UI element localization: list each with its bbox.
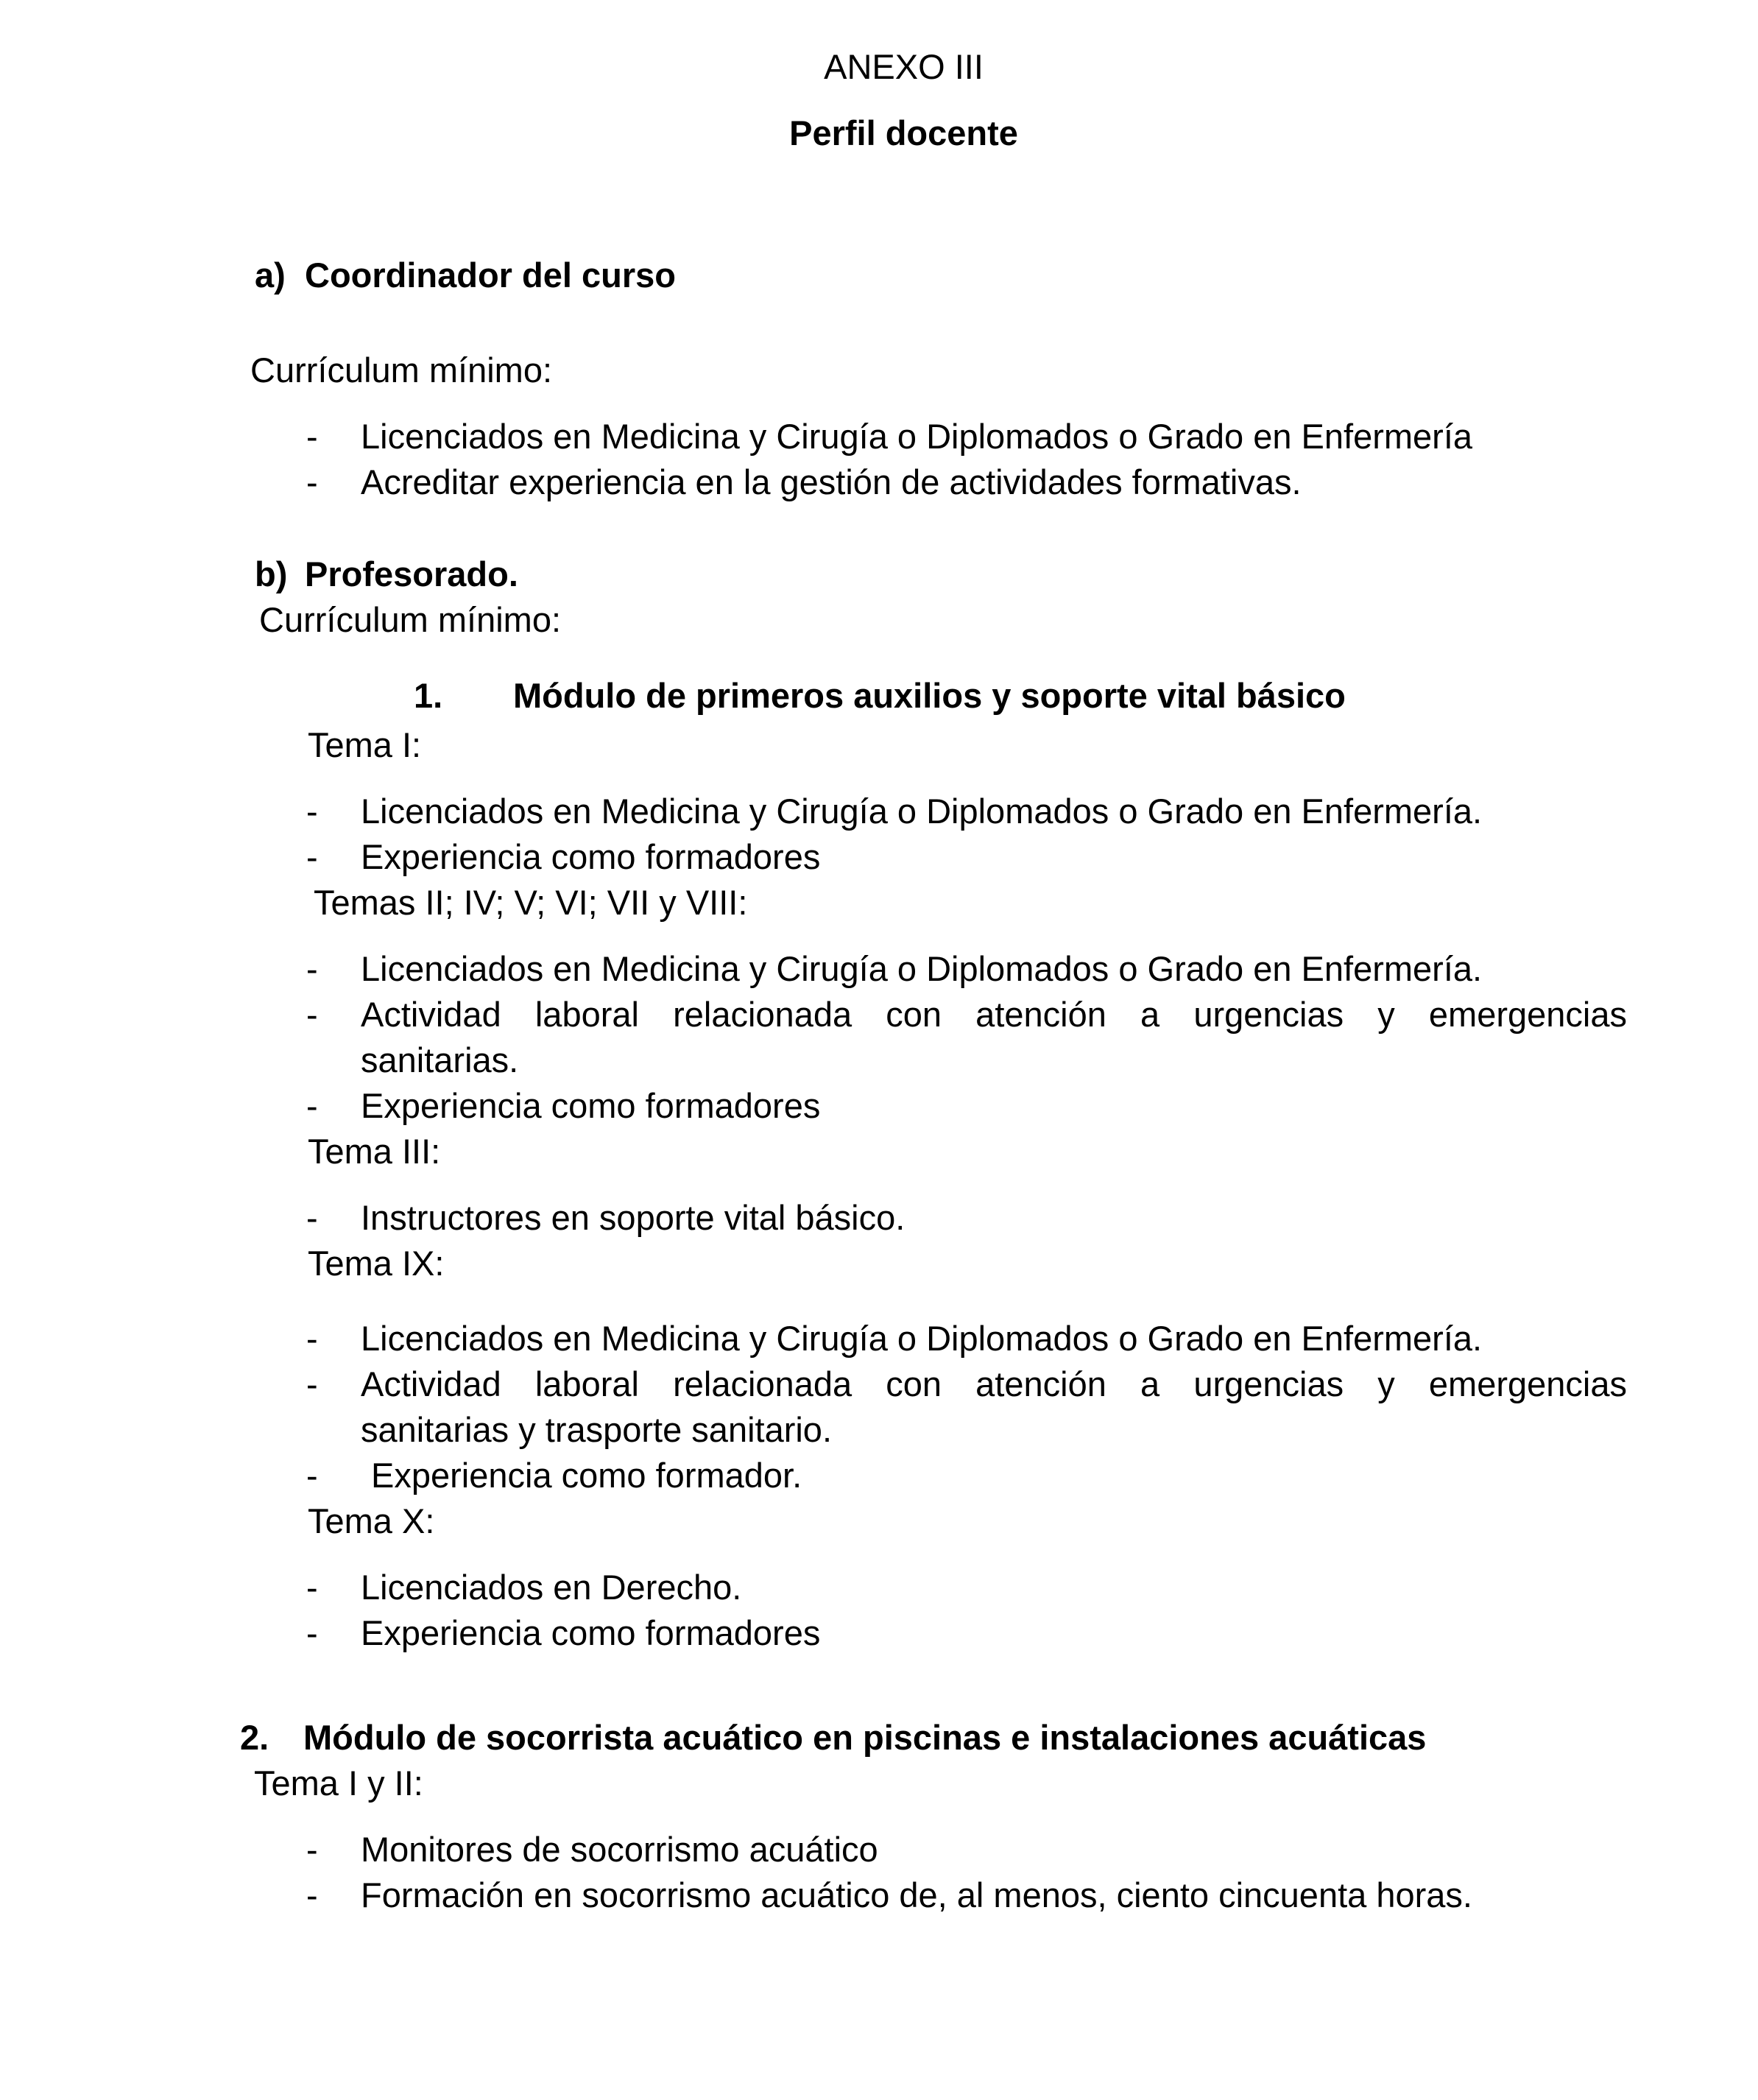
tema-label-3: Tema III: [308, 1132, 441, 1171]
section-b-heading-text: Profesorado. [305, 554, 518, 593]
bullet-text: Formación en socorrismo acuático de, al menos, ciento cincuenta horas. [361, 1875, 1472, 1914]
section-b-heading [250, 552, 1627, 597]
bullet-dash: - [306, 792, 318, 831]
bullet-item [250, 1827, 1627, 1872]
bullet-item [250, 1195, 1627, 1241]
bullet-text: Licenciados en Derecho. [361, 1568, 742, 1607]
module-1-number: 1. [414, 676, 443, 715]
bullet-text-line2: sanitarias y trasporte sanitario. [361, 1410, 833, 1449]
page-subtitle: Perfil docente [789, 113, 1018, 152]
bullet-item [250, 414, 1627, 459]
bullet-text: Acreditar experiencia en la gestión de actividades formativas. [361, 462, 1302, 501]
bullet-dash: - [306, 837, 318, 876]
bullet-dash: - [306, 1568, 318, 1607]
bullet-text-line2: sanitarias. [361, 1040, 519, 1079]
bullet-dash: - [306, 1198, 318, 1237]
bullet-dash: - [306, 1456, 318, 1495]
tema-label-1-2: Tema I y II: [254, 1763, 423, 1803]
bullet-dash: - [306, 1319, 318, 1358]
tema-label-10: Tema X: [308, 1501, 435, 1540]
bullet-item [250, 1565, 1627, 1610]
module-1-heading-text: Módulo de primeros auxilios y soporte vital básico [513, 676, 1346, 715]
bullet-text-line1: Actividad laboral relacionada con atención a urgencias y emergencias [361, 995, 1627, 1034]
module-2-heading-text: Módulo de socorrista acuático en piscinas e instalaciones acuáticas [303, 1718, 1427, 1757]
bullet-item [250, 789, 1627, 834]
tema-label-9: Tema IX: [308, 1244, 445, 1283]
bullet-item [250, 992, 1627, 1083]
bullet-text-line1: Actividad laboral relacionada con atención a urgencias y emergencias [361, 1364, 1627, 1403]
bullet-dash: - [306, 1086, 318, 1125]
section-a-heading-text: Coordinador del curso [305, 256, 676, 295]
bullet-text: Licenciados en Medicina y Cirugía o Diplomados o Grado en Enfermería. [361, 949, 1483, 988]
bullet-dash: - [306, 1613, 318, 1652]
curriculum-label-a: Currículum mínimo: [250, 350, 553, 390]
bullet-dash: - [306, 417, 318, 456]
bullet-dash: - [306, 949, 318, 988]
bullet-item [250, 1872, 1627, 1918]
module-2-number: 2. [240, 1718, 269, 1757]
bullet-dash: - [306, 995, 318, 1034]
bullet-item [250, 1453, 1627, 1498]
section-a-heading [250, 253, 1627, 298]
bullet-text: Experiencia como formadores [361, 1613, 821, 1652]
bullet-item [250, 1083, 1627, 1129]
bullet-text: Licenciados en Medicina y Cirugía o Diplomados o Grado en Enfermería. [361, 792, 1483, 831]
curriculum-label-b: Currículum mínimo: [259, 600, 562, 639]
bullet-text: Licenciados en Medicina y Cirugía o Diplomados o Grado en Enfermería. [361, 1319, 1483, 1358]
bullet-dash: - [306, 462, 318, 501]
bullet-text: Experiencia como formadores [361, 1086, 821, 1125]
bullet-dash: - [306, 1364, 318, 1403]
bullet-item [250, 1316, 1627, 1361]
bullet-item [250, 1361, 1627, 1453]
bullet-text: Monitores de socorrismo acuático [361, 1830, 878, 1869]
section-a-label: a) [255, 256, 286, 295]
bullet-item [250, 459, 1627, 505]
bullet-item [250, 1610, 1627, 1656]
bullet-item [250, 946, 1627, 992]
bullet-dash: - [306, 1830, 318, 1869]
module-2-heading [240, 1715, 1627, 1761]
bullet-text: Experiencia como formadores [361, 837, 821, 876]
bullet-text: Licenciados en Medicina y Cirugía o Diplomados o Grado en Enfermería [361, 417, 1473, 456]
page-title: ANEXO III [824, 47, 984, 86]
bullet-dash: - [306, 1875, 318, 1914]
tema-label-2-4-5-6-7-8: Temas II; IV; V; VI; VII y VIII: [314, 883, 748, 922]
bullet-text: Experiencia como formador. [371, 1456, 802, 1495]
section-b-label: b) [255, 554, 288, 593]
module-1-heading [250, 673, 1627, 719]
tema-label-1: Tema I: [308, 725, 422, 764]
bullet-item [250, 834, 1627, 880]
bullet-text: Instructores en soporte vital básico. [361, 1198, 906, 1237]
